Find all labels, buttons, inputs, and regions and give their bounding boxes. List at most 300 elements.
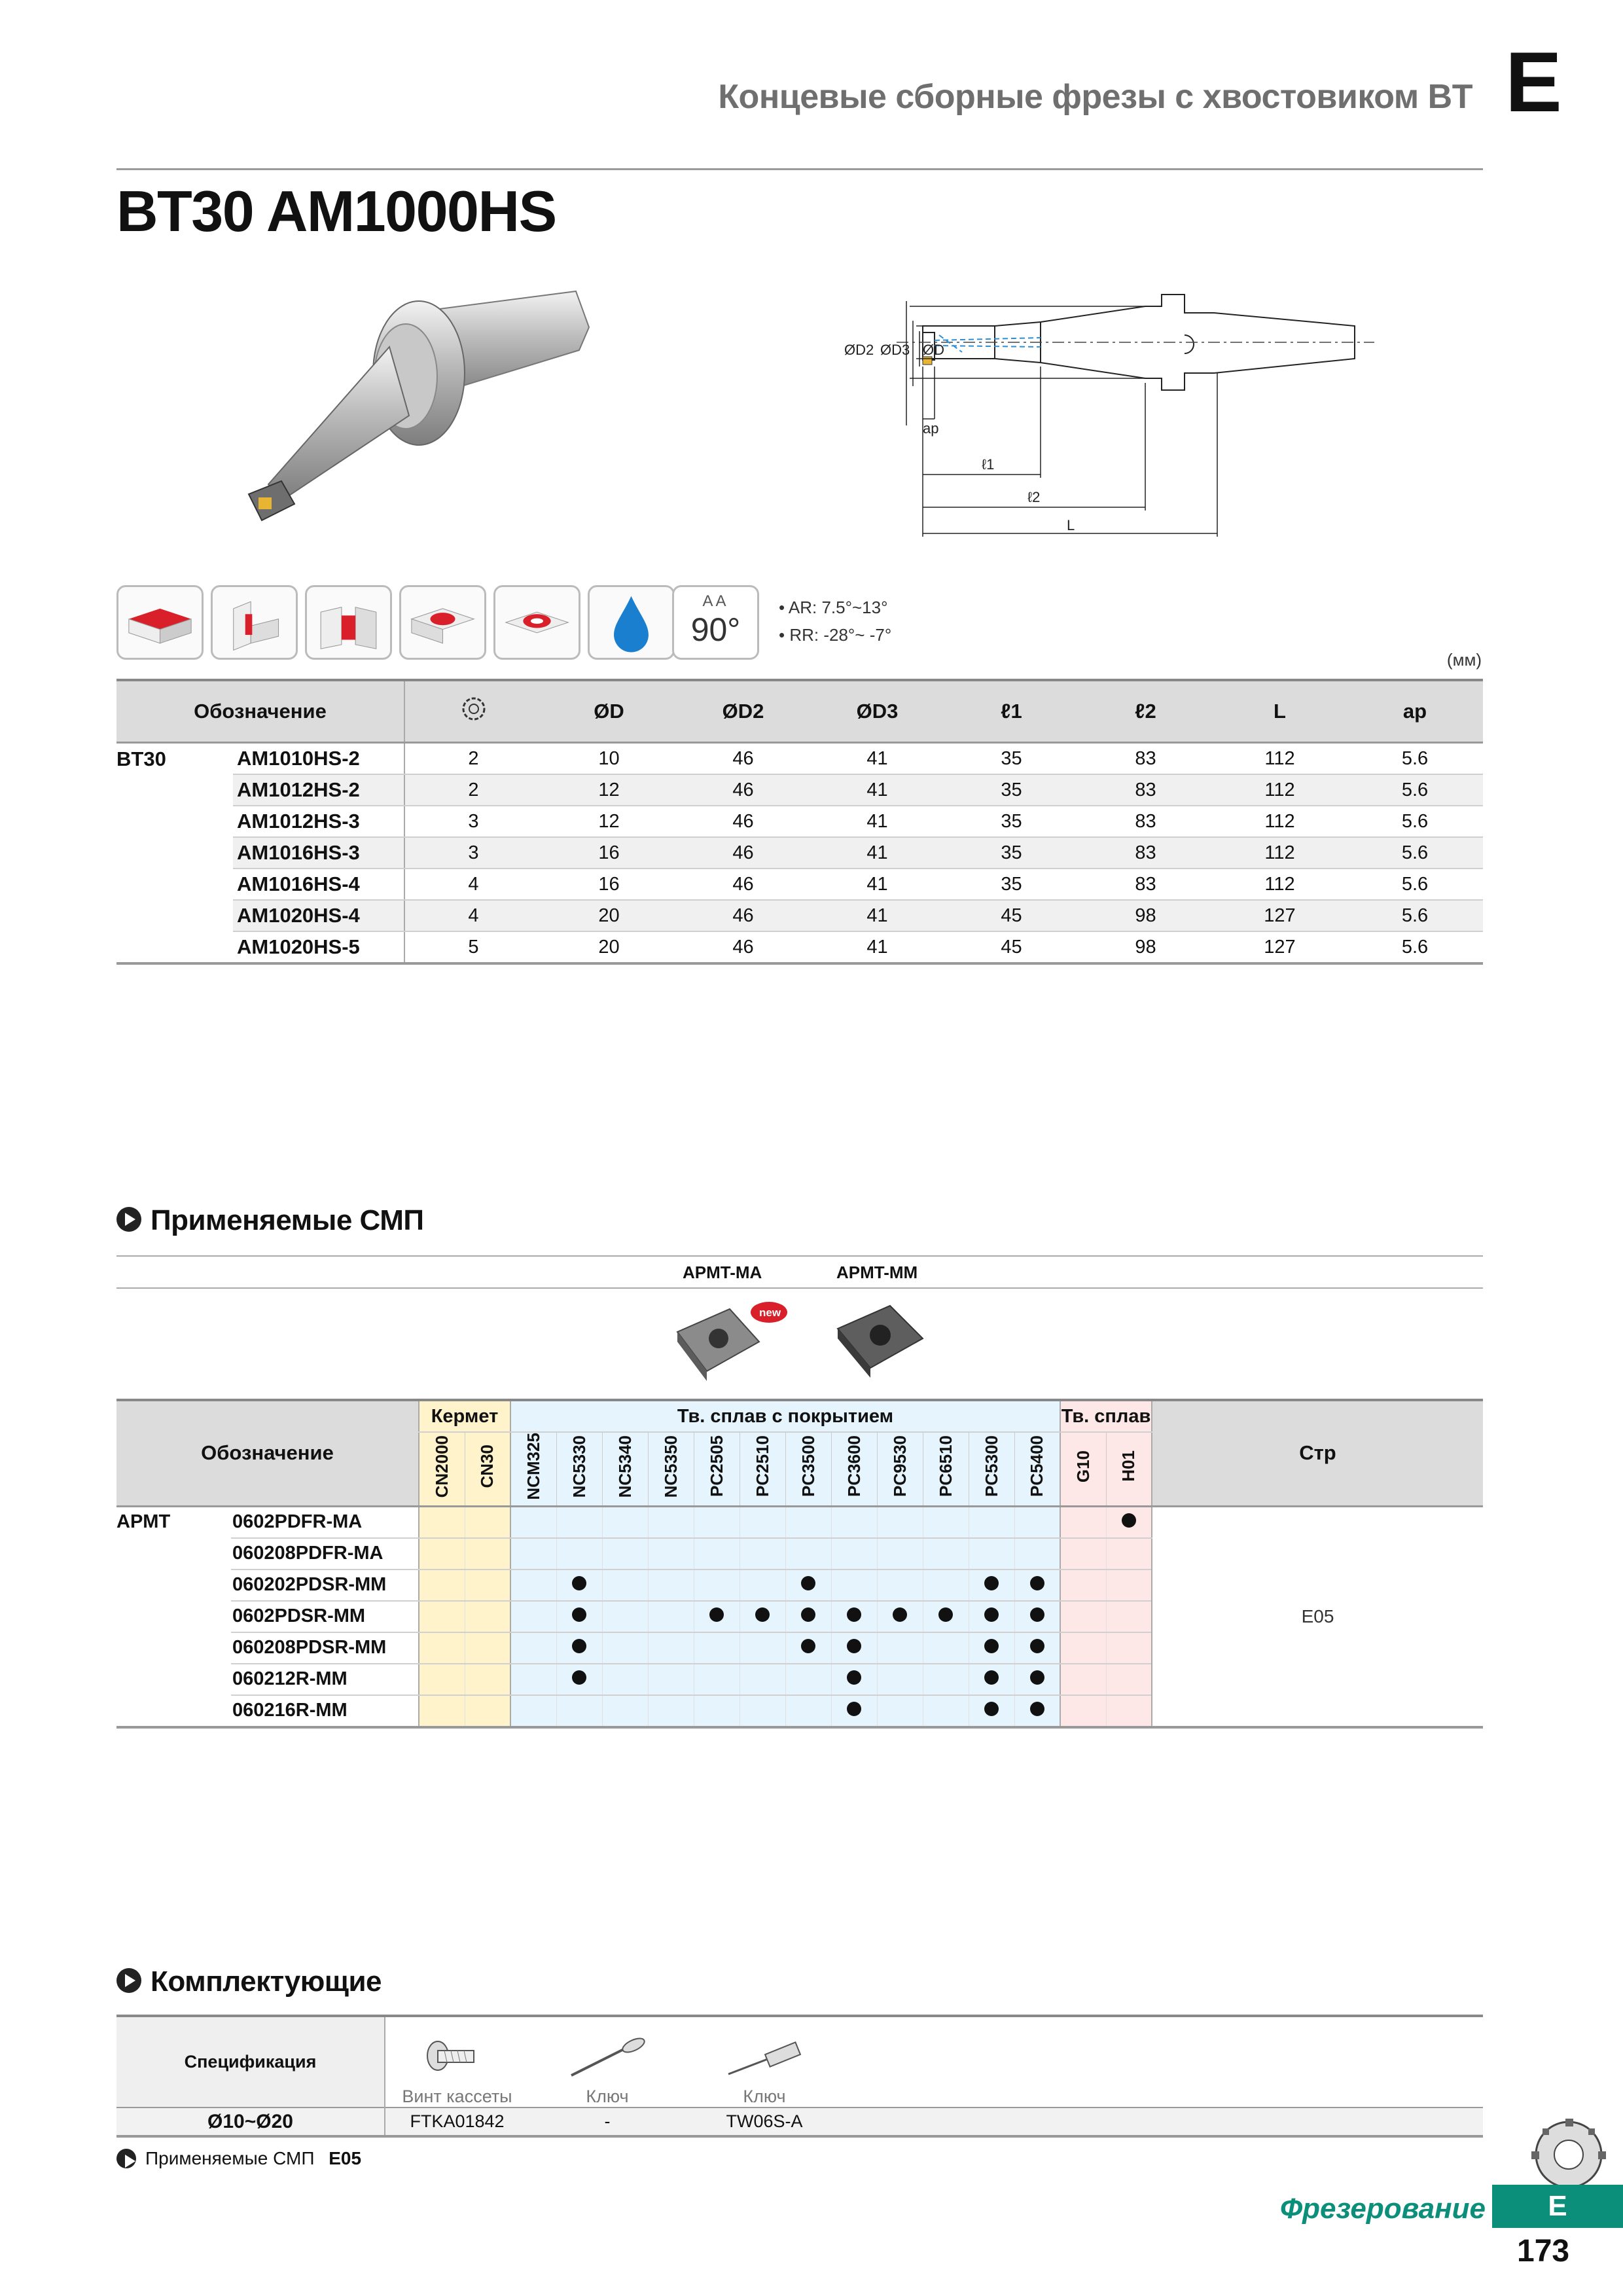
product-code: AM1012HS-3 (233, 806, 404, 837)
grade-cell (1060, 1695, 1106, 1727)
grade-cell (785, 1695, 831, 1727)
cell: 35 (944, 774, 1079, 806)
grade-cell (1106, 1601, 1152, 1632)
grade-cell (419, 1664, 465, 1695)
grade-header (648, 1432, 694, 1506)
cell: 127 (1213, 900, 1347, 931)
availability-dot (572, 1607, 586, 1622)
grade-cell (602, 1632, 648, 1664)
axial-rake-note: • AR: 7.5°~13° (779, 598, 888, 617)
cell: 83 (1079, 806, 1213, 837)
cell: 112 (1213, 837, 1347, 869)
col-d3: ØD3 (810, 680, 944, 743)
grade-label: NC5350 (660, 1435, 681, 1498)
grade-cell (556, 1538, 602, 1570)
accessory-name: Ключ (743, 2087, 786, 2106)
grade-cell (831, 1664, 877, 1695)
insert-code: 060208PDSR-MM (231, 1632, 419, 1664)
units-label: (мм) (1446, 650, 1482, 670)
grade-cell (694, 1695, 740, 1727)
availability-dot (572, 1576, 586, 1590)
dim-L-label: L (1067, 517, 1075, 533)
key-icon (565, 2036, 650, 2082)
grade-header (785, 1432, 831, 1506)
screw-code: FTKA01842 (385, 2108, 529, 2136)
cell: 83 (1079, 869, 1213, 900)
grade-cell (923, 1601, 969, 1632)
col-d: ØD (542, 680, 676, 743)
grade-cell (465, 1695, 510, 1727)
grade-cell (602, 1695, 648, 1727)
key-code: - (529, 2108, 686, 2136)
grade-cell (969, 1632, 1014, 1664)
grade-cell (510, 1506, 556, 1538)
cell: 46 (676, 869, 810, 900)
insert-code: 0602PDFR-MA (231, 1506, 419, 1538)
grade-cell (465, 1506, 510, 1538)
grade-cell (556, 1570, 602, 1601)
cell: 112 (1213, 869, 1347, 900)
cell: 16 (542, 869, 676, 900)
dim-ap-label: ap (923, 420, 939, 437)
cell: 112 (1213, 806, 1347, 837)
grade-label: PC2505 (706, 1435, 726, 1498)
cell: 98 (1079, 931, 1213, 963)
grade-cell (648, 1601, 694, 1632)
cell: 2 (404, 774, 542, 806)
shoulder-milling-icon (211, 585, 298, 660)
col-L: L (1213, 680, 1347, 743)
grade-label: PC9530 (889, 1435, 910, 1498)
cell: 127 (1213, 931, 1347, 963)
grade-cell (1106, 1695, 1152, 1727)
cell: 5 (404, 931, 542, 963)
inserts-section-title (116, 1204, 424, 1237)
insert-code: 060202PDSR-MM (231, 1570, 419, 1601)
dim-l2-label: ℓ2 (1027, 489, 1041, 505)
torx-key-icon (722, 2036, 807, 2082)
brand-cell: APMT (116, 1506, 231, 1727)
cell: 5.6 (1347, 743, 1483, 775)
page-ref[interactable]: E05 (1152, 1506, 1483, 1727)
grade-cell (510, 1570, 556, 1601)
col-l1: ℓ1 (944, 680, 1079, 743)
availability-dot (709, 1607, 724, 1622)
cell: 3 (404, 806, 542, 837)
spec-label: Спецификация (116, 2016, 385, 2108)
table-row (116, 869, 1483, 900)
availability-dot (801, 1639, 815, 1653)
grade-cell (923, 1538, 969, 1570)
grade-cell (785, 1538, 831, 1570)
grade-label: PC5300 (981, 1435, 1001, 1498)
cell: 3 (404, 837, 542, 869)
cell: 5.6 (1347, 869, 1483, 900)
inserts-ref-page[interactable]: E05 (329, 2148, 362, 2168)
grade-cell (785, 1601, 831, 1632)
divider (116, 1255, 1483, 1257)
cell: 41 (810, 869, 944, 900)
arrow-circle-icon (116, 1207, 141, 1232)
coolant-drop-icon (588, 585, 675, 660)
grade-cell (877, 1664, 923, 1695)
accessory-key-2 (686, 2016, 843, 2108)
approach-angle-badge (672, 585, 759, 660)
grade-header (740, 1432, 785, 1506)
inserts-table (116, 1399, 1483, 1729)
torx-key-code: TW06S-A (686, 2108, 843, 2136)
grade-cell (648, 1695, 694, 1727)
spacer (843, 2108, 1483, 2136)
grade-cell (556, 1601, 602, 1632)
face-milling-icon (116, 585, 204, 660)
cell: 10 (542, 743, 676, 775)
grade-header (831, 1432, 877, 1506)
grade-cell (831, 1506, 877, 1538)
cell: 41 (810, 774, 944, 806)
group-carbide: Тв. сплав (1060, 1400, 1152, 1432)
availability-dot (572, 1639, 586, 1653)
grade-cell (648, 1570, 694, 1601)
arrow-circle-icon (116, 2149, 136, 2168)
grade-cell (556, 1664, 602, 1695)
grade-cell (1106, 1664, 1152, 1695)
technical-drawing (766, 275, 1381, 550)
grade-cell (1060, 1664, 1106, 1695)
grade-cell (785, 1664, 831, 1695)
availability-dot (1030, 1702, 1044, 1716)
grade-cell (510, 1601, 556, 1632)
grade-cell (1014, 1601, 1060, 1632)
grade-cell (510, 1632, 556, 1664)
grade-cell (1060, 1632, 1106, 1664)
grade-cell (694, 1538, 740, 1570)
grade-cell (831, 1601, 877, 1632)
cell: 83 (1079, 743, 1213, 775)
slot-milling-icon (305, 585, 392, 660)
page-number: 173 (1517, 2234, 1570, 2269)
approach-angle-value: 90° (690, 611, 741, 648)
grade-cell (602, 1664, 648, 1695)
grade-cell (877, 1570, 923, 1601)
availability-dot (1030, 1607, 1044, 1622)
grade-cell (877, 1506, 923, 1538)
cell: 12 (542, 774, 676, 806)
accessories-title-text: Комплектующие (151, 1965, 382, 1998)
grade-label: NCM325 (523, 1433, 543, 1500)
insert-type-ma: APMT-MA (683, 1263, 762, 1282)
product-code: AM1012HS-2 (233, 774, 404, 806)
grade-cell (1014, 1538, 1060, 1570)
insert-mm-image (825, 1293, 942, 1391)
availability-dot (755, 1607, 770, 1622)
cell: 46 (676, 806, 810, 837)
grade-header (556, 1432, 602, 1506)
grade-cell (877, 1632, 923, 1664)
grade-cell (740, 1695, 785, 1727)
table-row (116, 743, 1483, 775)
grade-cell (923, 1506, 969, 1538)
availability-dot (1030, 1670, 1044, 1685)
grade-cell (740, 1601, 785, 1632)
inserts-title-text: Применяемые СМП (151, 1204, 424, 1236)
cell: 83 (1079, 774, 1213, 806)
col-teeth (404, 680, 542, 743)
new-badge: new (759, 1306, 781, 1319)
grade-cell (923, 1695, 969, 1727)
spacer (843, 2016, 1483, 2108)
grade-label: NC5340 (615, 1435, 635, 1498)
grade-cell (969, 1538, 1014, 1570)
availability-dot (984, 1576, 999, 1590)
availability-dot (1030, 1576, 1044, 1590)
product-code: AM1016HS-3 (233, 837, 404, 869)
grade-header (923, 1432, 969, 1506)
grade-cell (1014, 1506, 1060, 1538)
grade-cell (510, 1538, 556, 1570)
milling-cutter-icon (1520, 2115, 1618, 2187)
availability-dot (801, 1607, 815, 1622)
grade-cell (419, 1695, 465, 1727)
cell: 46 (676, 774, 810, 806)
ramping-icon (493, 585, 580, 660)
group-coated: Тв. сплав с покрытием (510, 1400, 1060, 1432)
cell: 5.6 (1347, 774, 1483, 806)
table-row (116, 931, 1483, 963)
section-letter: E (1505, 34, 1562, 130)
grade-cell (419, 1601, 465, 1632)
grade-cell (969, 1570, 1014, 1601)
grade-cell (1106, 1538, 1152, 1570)
col-l2: ℓ2 (1079, 680, 1213, 743)
divider (116, 1287, 1483, 1289)
availability-dot (938, 1607, 953, 1622)
grade-header (694, 1432, 740, 1506)
category-title: Концевые сборные фрезы с хвостовиком BT (718, 78, 1472, 116)
accessories-section-title (116, 1965, 382, 1998)
grade-cell (465, 1538, 510, 1570)
grade-cell (694, 1664, 740, 1695)
cell: 41 (810, 837, 944, 869)
inserts-ref (116, 2148, 361, 2170)
grade-cell (1060, 1506, 1106, 1538)
grade-cell (1060, 1538, 1106, 1570)
grade-cell (785, 1506, 831, 1538)
cell: 35 (944, 743, 1079, 775)
grade-cell (602, 1570, 648, 1601)
grade-cell (1060, 1570, 1106, 1601)
grade-header (1106, 1432, 1152, 1506)
dim-d-label: ØD (923, 342, 944, 358)
grade-cell (831, 1695, 877, 1727)
cell: 41 (810, 743, 944, 775)
cell: 5.6 (1347, 837, 1483, 869)
tool-holder-photo (223, 275, 602, 537)
cell: 35 (944, 806, 1079, 837)
cell: 12 (542, 806, 676, 837)
grade-cell (648, 1664, 694, 1695)
pocket-milling-icon (399, 585, 486, 660)
dim-d2-label: ØD2 (844, 342, 874, 358)
col-d2: ØD2 (676, 680, 810, 743)
grade-header (877, 1432, 923, 1506)
grade-cell (648, 1632, 694, 1664)
insert-ma-image (668, 1293, 798, 1391)
grade-cell (969, 1695, 1014, 1727)
grade-cell (465, 1601, 510, 1632)
grade-cell (694, 1632, 740, 1664)
grade-cell (465, 1664, 510, 1695)
grade-label: PC6510 (935, 1435, 955, 1498)
grade-cell (510, 1695, 556, 1727)
grade-cell (923, 1632, 969, 1664)
grade-cell (1106, 1632, 1152, 1664)
grade-cell (740, 1506, 785, 1538)
insert-code: 0602PDSR-MM (231, 1601, 419, 1632)
availability-dot (984, 1607, 999, 1622)
accessory-name: Винт кассеты (402, 2087, 512, 2106)
grade-header (602, 1432, 648, 1506)
grade-cell (694, 1506, 740, 1538)
grade-cell (969, 1664, 1014, 1695)
accessories-table (116, 2015, 1483, 2138)
grade-cell (877, 1538, 923, 1570)
cell: 41 (810, 931, 944, 963)
availability-dot (893, 1607, 907, 1622)
cell: 83 (1079, 837, 1213, 869)
page-title: BT30 AM1000HS (116, 179, 556, 243)
grade-label: PC3600 (844, 1435, 864, 1498)
grade-cell (831, 1570, 877, 1601)
grade-label: H01 (1118, 1450, 1139, 1482)
grade-header (969, 1432, 1014, 1506)
availability-dot (847, 1702, 861, 1716)
availability-dot (984, 1670, 999, 1685)
col-designation: Обозначение (116, 1400, 419, 1506)
table-row (116, 806, 1483, 837)
grade-cell (694, 1601, 740, 1632)
grade-header (419, 1432, 465, 1506)
grade-cell (465, 1570, 510, 1601)
cell: 45 (944, 931, 1079, 963)
cell: 4 (404, 869, 542, 900)
grade-header (510, 1432, 556, 1506)
accessory-name: Ключ (586, 2087, 629, 2106)
insert-code: 060208PDFR-MA (231, 1538, 419, 1570)
grade-label: PC3500 (798, 1435, 818, 1498)
grade-header (1060, 1432, 1106, 1506)
grade-cell (831, 1632, 877, 1664)
product-code: AM1020HS-4 (233, 900, 404, 931)
cell: 112 (1213, 774, 1347, 806)
insert-code: 060212R-MM (231, 1664, 419, 1695)
cell: 4 (404, 900, 542, 931)
grade-cell (419, 1506, 465, 1538)
product-code: AM1020HS-5 (233, 931, 404, 963)
availability-dot (847, 1670, 861, 1685)
grade-cell (740, 1632, 785, 1664)
cell: 41 (810, 806, 944, 837)
availability-dot (984, 1639, 999, 1653)
cell: 16 (542, 837, 676, 869)
grade-cell (1014, 1570, 1060, 1601)
availability-dot (572, 1670, 586, 1685)
grade-cell (877, 1695, 923, 1727)
grade-label: G10 (1073, 1450, 1093, 1482)
grade-cell (419, 1632, 465, 1664)
cell: 112 (1213, 743, 1347, 775)
grade-cell (740, 1664, 785, 1695)
grade-cell (785, 1570, 831, 1601)
table-row (116, 774, 1483, 806)
availability-dot (984, 1702, 999, 1716)
grade-header (1014, 1432, 1060, 1506)
grade-cell (1060, 1601, 1106, 1632)
grade-cell (740, 1538, 785, 1570)
product-code: AM1010HS-2 (233, 743, 404, 775)
inserts-ref-text: Применяемые СМП (145, 2148, 315, 2168)
table-row (116, 1506, 1483, 1538)
cell: 5.6 (1347, 806, 1483, 837)
grade-cell (648, 1506, 694, 1538)
grade-label: PC2510 (752, 1435, 772, 1498)
grade-cell (465, 1632, 510, 1664)
grade-cell (556, 1695, 602, 1727)
grade-cell (556, 1632, 602, 1664)
grade-cell (785, 1632, 831, 1664)
grade-cell (602, 1538, 648, 1570)
grade-cell (831, 1538, 877, 1570)
insert-type-mm: APMT-MM (836, 1263, 918, 1282)
cell: 2 (404, 743, 542, 775)
grade-cell (419, 1570, 465, 1601)
grade-cell (556, 1506, 602, 1538)
approach-angle-label: AA (702, 592, 729, 610)
footer-section-name: Фрезерование (1279, 2193, 1486, 2225)
grade-label: CN2000 (431, 1435, 452, 1498)
cell: 5.6 (1347, 931, 1483, 963)
grade-cell (602, 1506, 648, 1538)
spec-table (116, 679, 1483, 965)
grade-cell (1014, 1695, 1060, 1727)
grade-cell (694, 1570, 740, 1601)
product-code: AM1016HS-4 (233, 869, 404, 900)
cell: 46 (676, 743, 810, 775)
arrow-circle-icon (116, 1968, 141, 1993)
availability-dot (1122, 1513, 1136, 1528)
grade-cell (1106, 1506, 1152, 1538)
grade-cell (1106, 1570, 1152, 1601)
cell: 35 (944, 869, 1079, 900)
grade-cell (923, 1664, 969, 1695)
col-page: Стр (1152, 1400, 1483, 1506)
dim-d3-label: ØD3 (880, 342, 910, 358)
spec-value: Ø10~Ø20 (116, 2108, 385, 2136)
cell: 46 (676, 931, 810, 963)
cell: 45 (944, 900, 1079, 931)
grade-cell (969, 1506, 1014, 1538)
screw-icon (418, 2036, 497, 2082)
cell: 98 (1079, 900, 1213, 931)
cell: 41 (810, 900, 944, 931)
footer-letter-tab: E (1492, 2185, 1623, 2228)
grade-cell (969, 1601, 1014, 1632)
col-ap: ap (1347, 680, 1483, 743)
availability-dot (1030, 1639, 1044, 1653)
grade-header (465, 1432, 510, 1506)
availability-dot (847, 1639, 861, 1653)
header-divider (116, 168, 1483, 170)
